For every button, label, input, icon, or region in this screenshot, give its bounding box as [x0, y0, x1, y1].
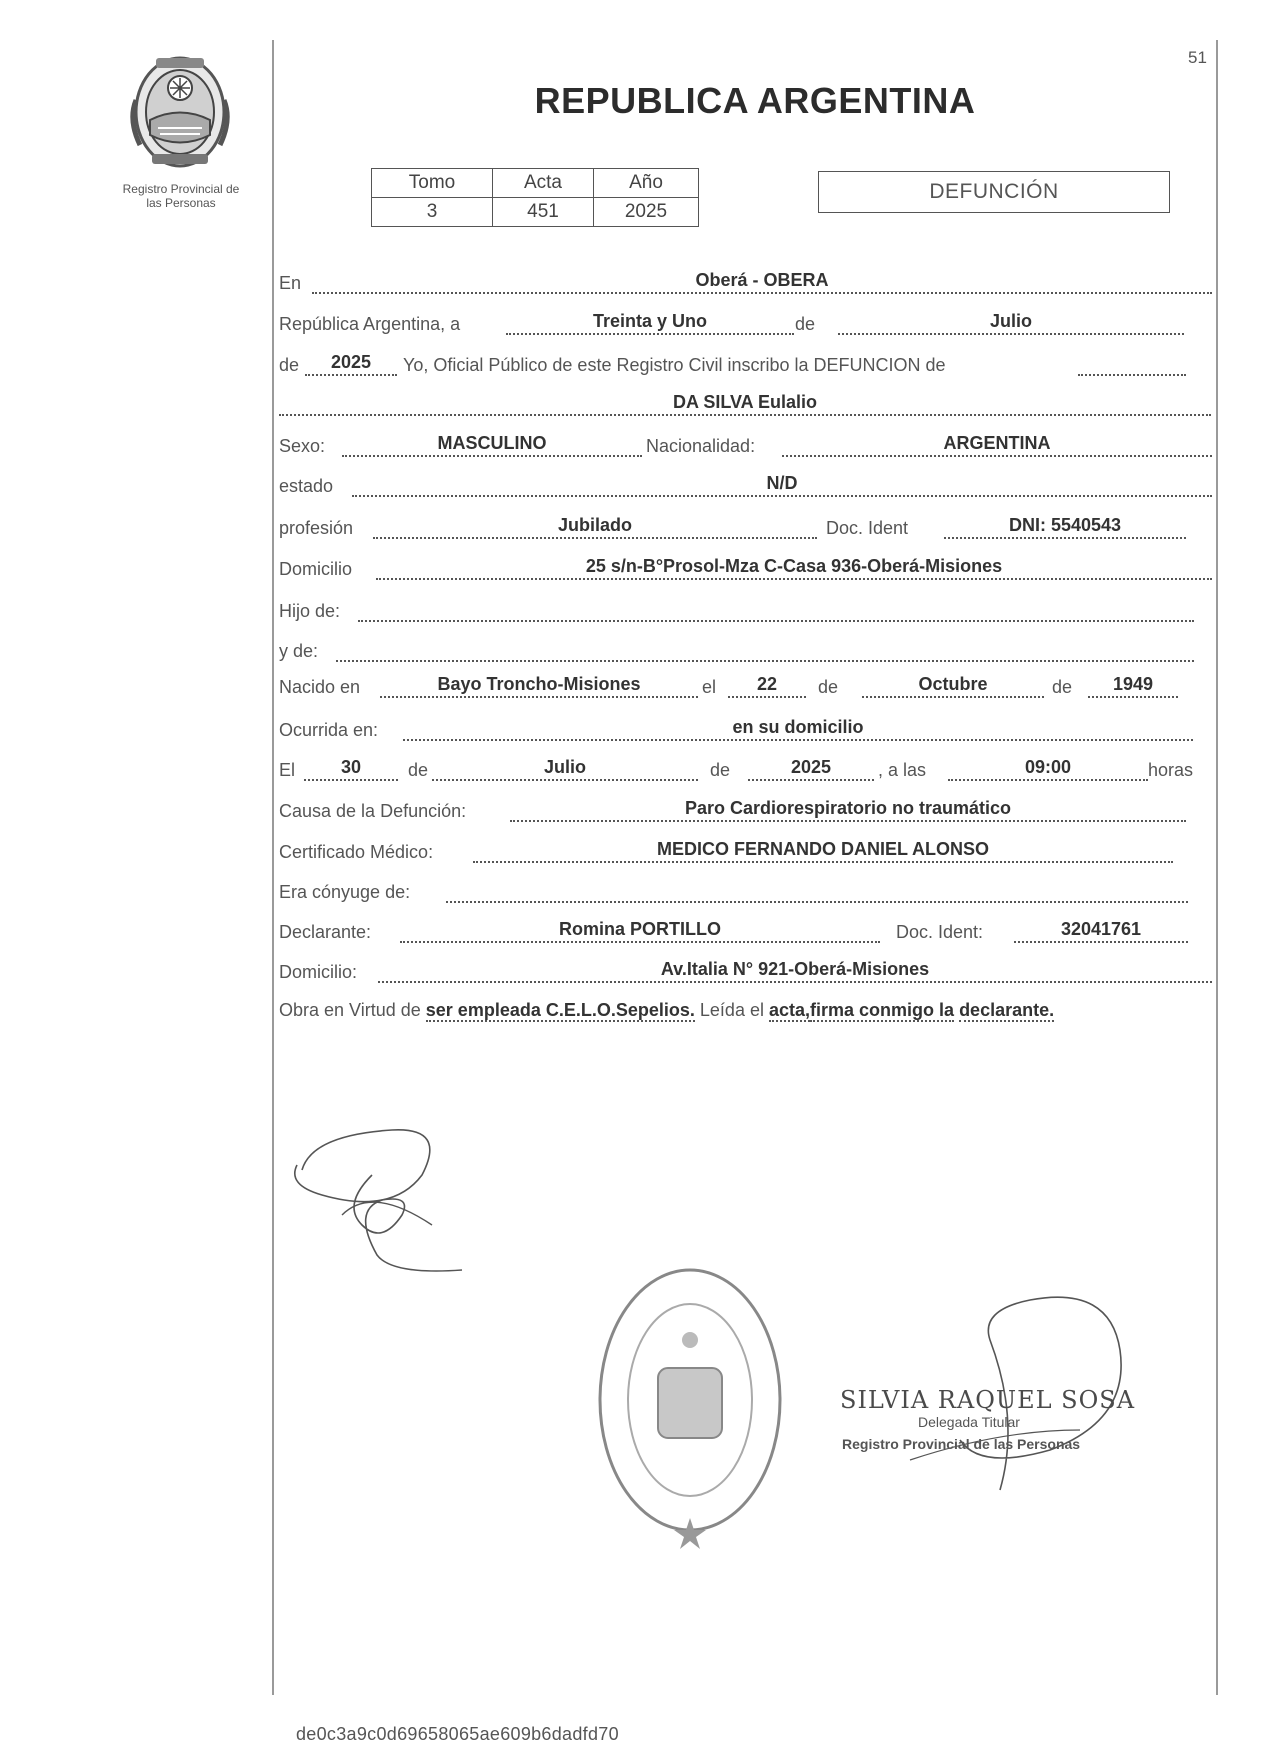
official-oval-stamp: [590, 1250, 790, 1550]
field-medical-certificate: MEDICO FERNANDO DANIEL ALONSO: [473, 839, 1173, 863]
act-table-header-row: [372, 169, 699, 198]
field-year: 2025: [305, 352, 397, 376]
label-nacido-en: Nacido en: [279, 677, 361, 697]
label-domicilio-declarant: Domicilio:: [279, 962, 358, 982]
field-sex: MASCULINO: [342, 433, 642, 457]
field-month: Julio: [838, 311, 1184, 335]
field-act-word: acta,: [768, 1000, 811, 1020]
label-leida: Leída el: [699, 1000, 764, 1020]
label-domicilio: Domicilio: [279, 559, 353, 579]
label-de-birth-year: de: [1052, 677, 1073, 697]
table-cell-tomo: 3: [372, 198, 493, 227]
label-declarante: Declarante:: [279, 922, 372, 942]
label-nacionalidad: Nacionalidad:: [646, 436, 756, 456]
label-ocurrida-en: Ocurrida en:: [279, 720, 379, 740]
official-registry: Registro Provincial de las Personas: [842, 1436, 1081, 1452]
field-declarant-address: Av.Italia N° 921-Oberá-Misiones: [378, 959, 1212, 983]
table-cell-anio: 2025: [594, 198, 699, 227]
field-place: Oberá - OBERA: [312, 270, 1212, 294]
field-deceased-name: DA SILVA Eulalio: [279, 392, 1211, 416]
label-conyuge: Era cónyuge de:: [279, 882, 411, 902]
registry-caption-line-2: las Personas: [146, 196, 216, 210]
table-cell-acta: 451: [493, 198, 594, 227]
label-profesion: profesión: [279, 518, 354, 538]
field-address: 25 s/n-B°Prosol-Mza C-Casa 936-Oberá-Misiones: [376, 556, 1212, 580]
official-title: Delegada Titular: [918, 1414, 1020, 1430]
act-table-value-row: [372, 198, 699, 227]
record-type-box: DEFUNCIÓN: [818, 171, 1170, 213]
label-de-birth-month: de: [818, 677, 839, 697]
field-birth-month: Octubre: [862, 674, 1044, 698]
page-title: REPUBLICA ARGENTINA: [534, 80, 976, 121]
label-hijo-de: Hijo de:: [279, 601, 341, 621]
field-death-day: 30: [304, 757, 398, 781]
registry-caption: [100, 182, 262, 210]
registry-caption-line-1: Registro Provincial de: [122, 182, 240, 196]
label-estado: estado: [279, 476, 334, 496]
label-doc-ident: Doc. Ident: [826, 518, 909, 538]
field-birth-place: Bayo Troncho-Misiones: [380, 674, 698, 698]
table-header-cell: Año: [594, 169, 699, 198]
field-day-text: Treinta y Uno: [506, 311, 794, 335]
label-certificado: Certificado Médico:: [279, 842, 434, 862]
field-birth-year: 1949: [1088, 674, 1178, 698]
table-header-cell: Tomo: [372, 169, 493, 198]
field-birth-day: 22: [728, 674, 806, 698]
label-el-death: El: [279, 760, 296, 780]
field-mother: [336, 638, 1194, 662]
provincial-coat-of-arms-seal: [120, 50, 240, 170]
label-causa: Causa de la Defunción:: [279, 801, 467, 821]
label-firma: firma conmigo la: [810, 1000, 955, 1020]
field-document: DNI: 5540543: [944, 515, 1186, 539]
field-death-year: 2025: [748, 757, 874, 781]
label-y-de: y de:: [279, 641, 319, 661]
act-reference-table: [371, 168, 699, 227]
label-en: En: [279, 273, 302, 293]
field-father: [358, 598, 1194, 622]
label-obra-en-virtud: Obra en Virtud de: [279, 1000, 421, 1020]
left-margin-line: [272, 40, 274, 1695]
label-republica: República Argentina, a: [279, 314, 461, 334]
field-nationality: ARGENTINA: [782, 433, 1212, 457]
field-death-time: 09:00: [948, 757, 1148, 781]
field-occurred-at: en su domicilio: [403, 717, 1193, 741]
document-hash: de0c3a9c0d69658065ae609b6dadfd70: [296, 1724, 619, 1744]
page-number: 51: [1188, 48, 1207, 67]
official-name: SILVIA RAQUEL SOSA: [840, 1386, 1136, 1414]
declarant-signature: [282, 1115, 482, 1285]
label-de-year: de: [279, 355, 300, 375]
label-a-las: , a las: [878, 760, 927, 780]
label-doc-ident-declarant: Doc. Ident:: [896, 922, 984, 942]
label-de-death-month: de: [408, 760, 429, 780]
field-declarant-doc: 32041761: [1014, 919, 1188, 943]
label-el-birth: el: [702, 677, 717, 697]
field-declaration-blank: [1078, 352, 1186, 376]
field-profession: Jubilado: [373, 515, 817, 539]
label-de: de: [795, 314, 816, 334]
field-virtue: ser empleada C.E.L.O.Sepelios.: [425, 1000, 695, 1020]
label-horas: horas: [1148, 760, 1194, 780]
label-sexo: Sexo:: [279, 436, 326, 456]
field-death-month: Julio: [432, 757, 698, 781]
label-de-death-year: de: [710, 760, 731, 780]
label-declaration: Yo, Oficial Público de este Registro Civil inscribo la DEFUNCION de: [403, 355, 946, 375]
field-cause: Paro Cardiorespiratorio no traumático: [510, 798, 1186, 822]
table-header-cell: Acta: [493, 169, 594, 198]
field-spouse: [446, 879, 1188, 903]
right-margin-line: [1216, 40, 1218, 1695]
field-marital-status: N/D: [352, 473, 1212, 497]
field-declarant: Romina PORTILLO: [400, 919, 880, 943]
field-declarant-word: declarante.: [959, 1000, 1055, 1020]
closing-paragraph: [279, 998, 1211, 1023]
